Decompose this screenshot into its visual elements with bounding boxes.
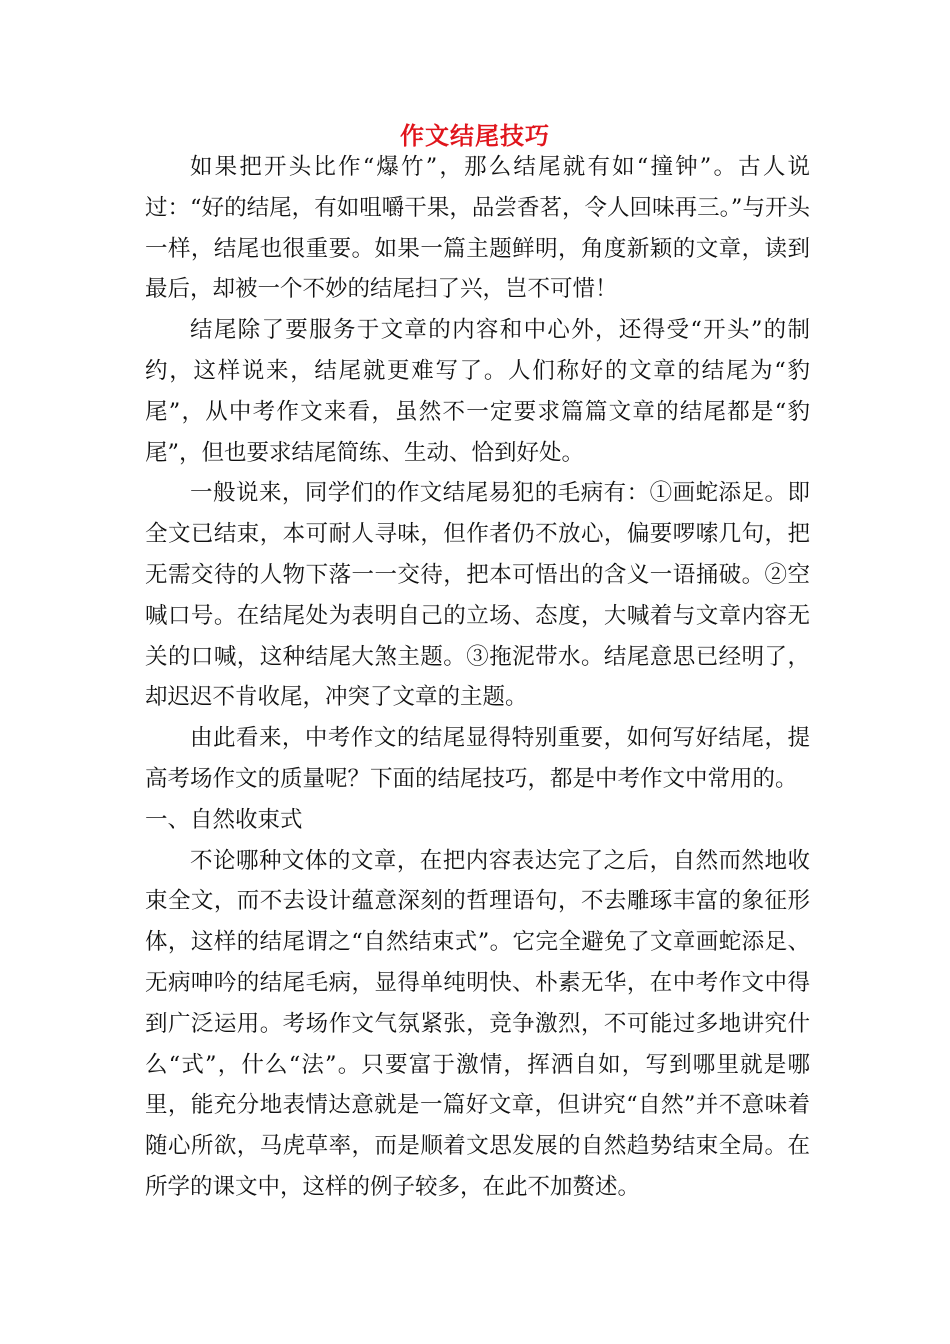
section-paragraph: 不论哪种文体的文章，在把内容表达完了之后，自然而然地收束全文，而不去设计蕴意深刻的哲理语句，不去雕琢丰富的象征形体，这样的结尾谓之“自然结束式”。它完全避免了文章画蛇添足、无病呻吟的结尾毛病，显得单纯明快、朴素无华，在中考作文中得到广泛运用。考场作文气氛紧张，竞争激烈，不可能过多地讲究什么“式”，什么“法”。只要富于激情，挥洒自如，写到哪里就是哪里，能充分地表情达意就是一篇好文章，但讲究“自然”并不意味着随心所欲，马虎草率，而是顺着文思发展的自然趋势结束全局。在所学的课文中，这样的例子较多，在此不加赘述。	[145, 847, 810, 1200]
document-title: 作文结尾技巧	[400, 121, 550, 150]
paragraph: 由此看来，中考作文的结尾显得特别重要，如何写好结尾，提高考场作文的质量呢？下面的结尾技巧，都是中考作文中常用的。	[145, 725, 810, 792]
section-heading: 一、自然收束式	[145, 806, 303, 833]
paragraph: 如果把开头比作“爆竹”，那么结尾就有如“撞钟”。古人说过：“好的结尾，有如咀嚼干果，品尝香茗，令人回味再三。”与开头一样，结尾也很重要。如果一篇主题鲜明，角度新颖的文章，读到最后，却被一个不妙的结尾扫了兴，岂不可惜！	[145, 154, 810, 303]
paragraph: 一般说来，同学们的作文结尾易犯的毛病有：①画蛇添足。即全文已结束，本可耐人寻味，但作者仍不放心，偏要啰嗦几句，把无需交待的人物下落一一交待，把本可悟出的含义一语捅破。②空喊口号。在结尾处为表明自己的立场、态度，大喊着与文章内容无关的口喊，这种结尾大煞主题。③拖泥带水。结尾意思已经明了，却迟迟不肯收尾，冲突了文章的主题。	[145, 480, 810, 711]
document-body	[145, 147, 810, 1208]
paragraph: 结尾除了要服务于文章的内容和中心外，还得受“开头”的制约，这样说来，结尾就更难写了。人们称好的文章的结尾为“豹尾”，从中考作文来看，虽然不一定要求篇篇文章的结尾都是“豹尾”，但也要求结尾简练、生动、恰到好处。	[145, 317, 810, 466]
